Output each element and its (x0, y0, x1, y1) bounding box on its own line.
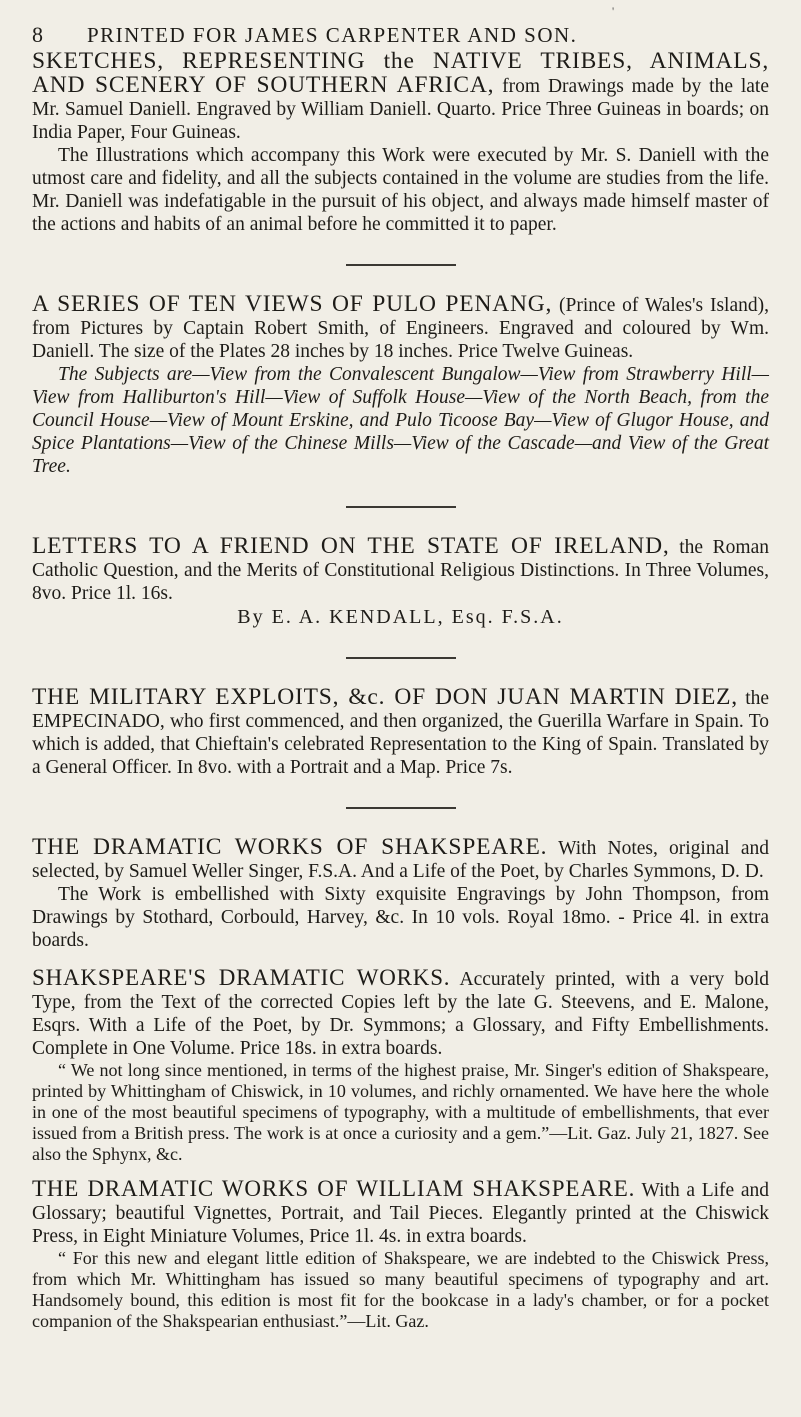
entry-lead (32, 50, 769, 144)
entry-lead (32, 966, 769, 1060)
entry-title: THE DRAMATIC WORKS OF SHAKSPEARE. (32, 834, 548, 860)
catalogue-entry (32, 50, 769, 236)
section-divider (346, 264, 456, 266)
catalogue-entry (32, 836, 769, 952)
entry-title: THE DRAMATIC WORKS OF WILLIAM SHAKSPEARE. (32, 1176, 636, 1201)
page-number: 8 (32, 22, 45, 47)
catalogue-entry (32, 1177, 769, 1332)
entry-lead (32, 1177, 769, 1248)
entry-paragraph: The Illustrations which accompany this Work were executed by Mr. S. Daniell with the utmost care and fidelity, and all the subjects contained in the volume are studies from the life. Mr. Daniell was indefatigable in the pursuit of his object, and always made himself master of the actions and habits of an animal before he committed it to paper. (32, 145, 769, 235)
catalogue-entry (32, 293, 769, 478)
entry-lead (32, 293, 769, 363)
entry-quote: “ We not long since mentioned, in terms of the highest praise, Mr. Singer's edition of Shakspeare, printed by Whittingham of Chiswick, in 10 volumes, and richly ornamented. We have here the whole in one of the most beautiful specimens of typography, with a multitude of embellishments, that ever issued from a British press. The work is at once a curiosity and a gem.”—Lit. Gaz. July 21, 1827. See also the Sphynx, &c. (32, 1060, 769, 1164)
entry-byline: By E. A. KENDALL, Esq. F.S.A. (237, 606, 564, 628)
entry-description: the EMPECINADO, who first commenced, and then organized, the Guerilla Warfare in Spain. To which is added, that Chieftain's celebrated Representation to the King of Spain. Translated by a General Officer. In 8vo. with a Portrait and a Map. Price 7s. (32, 688, 770, 778)
entry-title: THE MILITARY EXPLOITS, &c. OF DON JUAN MARTIN DIEZ, (32, 684, 738, 710)
entry-paragraph: The Subjects are—View from the Convalescent Bungalow—View from Strawberry Hill—View from Halliburton's Hill—View of Suffolk House—View of the North Beach, from the Council House—View of Mount Erskine, and Pulo Ticoose Bay—View of Glugor House, and Spice Plantations—View of the Chinese Mills—View of the Cascade—and View of the Great Tree. (32, 364, 769, 477)
entry-description: (Prince of Wales's Island), from Pictures by Captain Robert Smith, of Engineers. Engraved and coloured by Wm. Daniell. The size of the Plates 28 inches by 18 inches. Price Twelve Guineas. (32, 295, 769, 362)
stray-mark: ' (612, 4, 615, 18)
running-title: PRINTED FOR JAMES CARPENTER AND SON. (87, 23, 578, 47)
entry-lead (32, 836, 769, 883)
entry-description: With Notes, original and selected, by Samuel Weller Singer, F.S.A. And a Life of the Poet, by Charles Symmons, D. D. (32, 838, 769, 882)
section-divider (346, 657, 456, 659)
entry-title: A SERIES OF TEN VIEWS OF PULO PENANG, (32, 291, 553, 317)
entry-description: the Roman Catholic Question, and the Merits of Constitutional Religious Distinctions. In Three Volumes, 8vo. Price 1l. 16s. (32, 537, 769, 604)
catalogue-entry (32, 535, 769, 629)
entry-lead (32, 535, 769, 605)
entry-lead (32, 686, 769, 779)
entry-description: With a Life and Glossary; beautiful Vignettes, Portrait, and Tail Pieces. Elegantly printed at the Chiswick Press, in Eight Miniature Volumes, Price 1l. 4s. in extra boards. (32, 1180, 770, 1247)
section-divider (346, 506, 456, 508)
catalogue-entry (32, 686, 769, 779)
entry-title: SKETCHES, REPRESENTING the NATIVE TRIBES, ANIMALS, AND SCENERY OF SOUTHERN AFRICA, (32, 48, 769, 98)
entry-paragraph: The Work is embellished with Sixty exquisite Engravings by John Thompson, from Drawings by Stothard, Corbould, Harvey, &c. In 10 vols. Royal 18mo. - Price 4l. in extra boards. (32, 884, 769, 951)
catalogue-entry (32, 966, 769, 1165)
entry-description: Accurately printed, with a very bold Type, from the Text of the corrected Copies left by the late G. Steevens, and E. Malone, Esqrs. With a Life of the Poet, by Dr. Symmons; a Glossary, and Fifty Embellishments. Complete in One Volume. Price 18s. in extra boards. (32, 969, 769, 1059)
entry-description: from Drawings made by the late Mr. Samuel Daniell. Engraved by William Daniell. Quarto. Price Three Guineas in boards; on India Paper, Four Guineas. (32, 76, 769, 143)
entry-title: SHAKSPEARE'S DRAMATIC WORKS. (32, 965, 451, 990)
section-divider (346, 807, 456, 809)
entry-title: LETTERS TO A FRIEND ON THE STATE OF IRELAND, (32, 533, 670, 559)
running-header (32, 22, 769, 48)
entry-quote: “ For this new and elegant little edition of Shakspeare, we are indebted to the Chiswick Press, from which Mr. Whittingham has issued so many beautiful specimens of typography and art. Handsomely bound, this edition is most fit for the bookcase in a lady's chamber, or for a pocket companion of the Shakspearian enthusiast.”—Lit. Gaz. (32, 1248, 769, 1331)
